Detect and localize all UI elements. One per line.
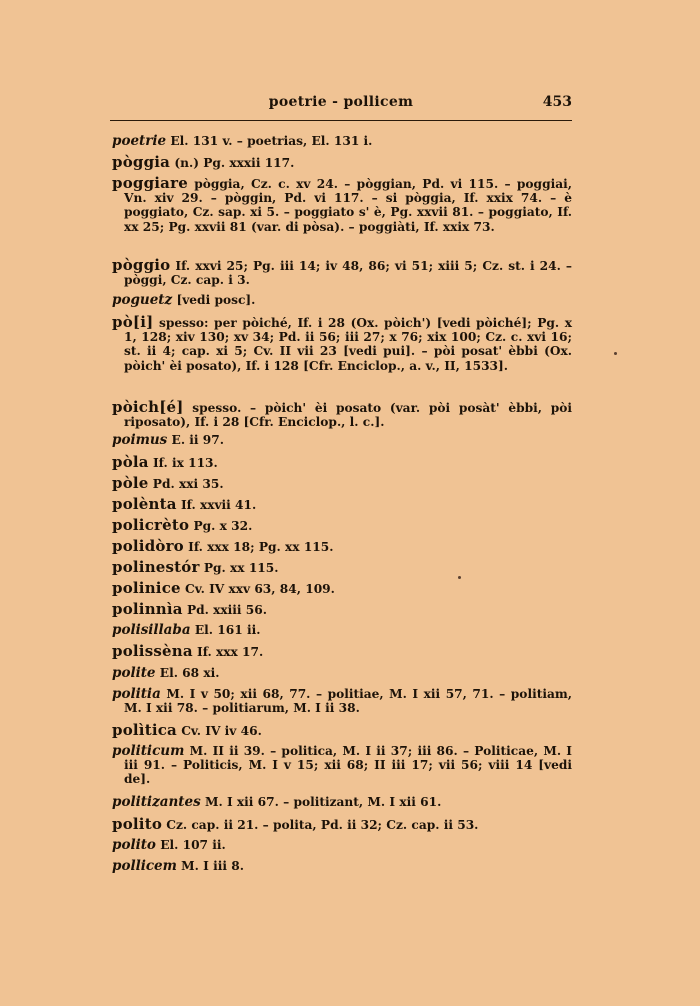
entry-text: If. xxvi 25; Pg. iii 14; iv 48, 86; vi 51; xiii 5; Cz. st. i 24. – pòggi, Cz. cap. i 3. xyxy=(124,259,572,288)
entry-text: El. 68 xi. xyxy=(155,666,220,680)
entry-text: Pg. x 32. xyxy=(189,519,253,533)
entry-text: spesso. – pòich' èi posato (var. pòi posàt' èbbi, pòi riposato), If. i 28 [Cfr. Enciclop., l. c.]. xyxy=(124,401,572,430)
headword: politia xyxy=(112,686,161,702)
headword: polinestór xyxy=(112,558,200,576)
headword: polènta xyxy=(112,495,177,513)
entry-text: pòggia, Cz. c. xv 24. – pòggian, Pd. vi 115. – poggiai, Vn. xiv 29. – pòggin, Pd. vi 117. – si pòggia, If. xxix 74. – è poggiato, Cz. sap. xi 5. – poggiato s' è, Pg. xxvii 81. – poggiato, If. xx 25; Pg. xxvii 81 (var. di pòsa). – poggiàti, If. xxix 73. xyxy=(124,177,572,234)
entry-text: [vedi posc]. xyxy=(172,293,256,307)
headword: pòggia xyxy=(112,153,171,171)
headword: poguetz xyxy=(112,292,173,308)
headword: pollicem xyxy=(112,858,177,874)
page-number: 453 xyxy=(542,94,572,110)
entry xyxy=(112,433,572,447)
entry xyxy=(112,817,572,832)
entry xyxy=(112,744,572,787)
headword: poggiare xyxy=(112,174,188,192)
entry xyxy=(112,795,572,809)
headword: pòla xyxy=(112,453,149,471)
entry xyxy=(112,859,572,873)
entry xyxy=(112,644,572,659)
headword: polito xyxy=(112,815,163,833)
entry-text: El. 107 ii. xyxy=(155,838,226,852)
entry xyxy=(112,293,572,307)
headword: pòich[é] xyxy=(112,398,184,416)
entry-text: M. I xii 67. – politizant, M. I xii 61. xyxy=(200,795,442,809)
entry-text: spesso: per pòiché, If. i 28 (Ox. pòich') [vedi pòiché]; Pg. x 1, 128; xiv 130; xv 34; Pd. ii 56; iii 27; x 76; xix 100; Cz. c. xvi 16; st. ii 4; cap. xi 5; Cv. II vii 23 [vedi pui]. – pòi posat' èbbi (Ox. pòich' èi posato), If. i 128 [Cfr. Enciclop., a. v., II, 1533]. xyxy=(124,316,572,373)
headword: polinice xyxy=(112,579,181,597)
paper-speck xyxy=(614,352,617,355)
entry xyxy=(112,315,572,373)
running-head: poetrie - pollicem xyxy=(268,94,414,110)
page-header xyxy=(110,94,572,116)
entry xyxy=(112,155,572,170)
headword: policrèto xyxy=(112,516,190,534)
headword: polito xyxy=(112,837,156,853)
headword: polisillaba xyxy=(112,622,191,638)
headword: politicum xyxy=(112,743,185,759)
entry-text: If. xxx 17. xyxy=(192,645,264,659)
paper-speck xyxy=(458,576,461,579)
headword: politizantes xyxy=(112,794,201,810)
entry xyxy=(112,134,572,148)
entry-text: Pd. xxiii 56. xyxy=(182,603,268,617)
headword: polidòro xyxy=(112,537,184,555)
entry-text: If. xxvii 41. xyxy=(176,498,257,512)
entry-text: Cv. IV iv 46. xyxy=(176,724,262,738)
headword: polissèna xyxy=(112,642,193,660)
entry xyxy=(112,455,572,470)
entry-text: M. I iii 8. xyxy=(176,859,244,873)
headword: poetrie xyxy=(112,133,167,149)
headword: polite xyxy=(112,665,156,681)
entry-text: M. II ii 39. – politica, M. I ii 37; iii 86. – Politicae, M. I iii 91. – Politicis, M. I v 15; xii 68; II iii 17; vii 56; viii 14 [vedi de]. xyxy=(124,744,572,787)
entry-text: If. ix 113. xyxy=(148,456,218,470)
entry xyxy=(112,687,572,715)
entry-text: If. xxx 18; Pg. xx 115. xyxy=(183,540,334,554)
entry-text: (n.) Pg. xxxii 117. xyxy=(170,156,295,170)
headword: polìtica xyxy=(112,721,177,739)
headword: pòggio xyxy=(112,256,171,274)
entry-text: Pg. xx 115. xyxy=(199,561,279,575)
entry xyxy=(112,560,572,575)
entry xyxy=(112,176,572,234)
entry xyxy=(112,258,572,287)
entry-text: E. ii 97. xyxy=(167,433,225,447)
headword: pò[i] xyxy=(112,313,154,331)
entry xyxy=(112,539,572,554)
entry xyxy=(112,497,572,512)
entry xyxy=(112,581,572,596)
entry-text: Pd. xxi 35. xyxy=(148,477,224,491)
entry xyxy=(112,666,572,680)
entry xyxy=(112,518,572,533)
entry xyxy=(112,838,572,852)
entry-text: El. 161 ii. xyxy=(190,623,261,637)
entry-text: Cz. cap. ii 21. – polita, Pd. ii 32; Cz. cap. ii 53. xyxy=(162,818,479,832)
header-rule xyxy=(110,120,572,121)
entry-text: M. I v 50; xii 68, 77. – politiae, M. I xii 57, 71. – politiam, M. I xii 78. – politiarum, M. I ii 38. xyxy=(124,687,572,716)
entry xyxy=(112,400,572,429)
headword: poimus xyxy=(112,432,168,448)
entry-text: Cv. IV xxv 63, 84, 109. xyxy=(180,582,335,596)
entry-text: El. 131 v. – poetrias, El. 131 i. xyxy=(166,134,373,148)
entry xyxy=(112,476,572,491)
headword: pòle xyxy=(112,474,149,492)
entry xyxy=(112,723,572,738)
entry xyxy=(112,623,572,637)
entry xyxy=(112,602,572,617)
headword: polinnìa xyxy=(112,600,183,618)
